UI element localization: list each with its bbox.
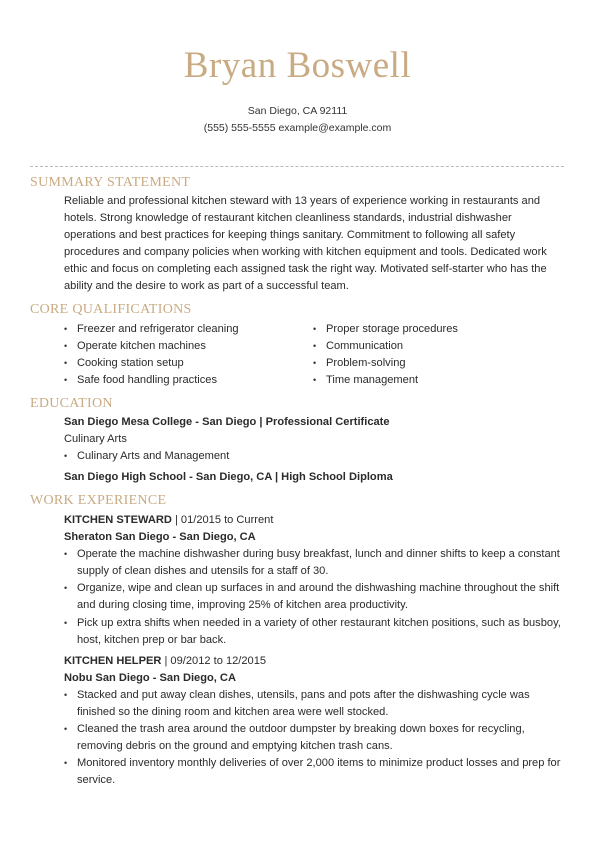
summary-heading: SUMMARY STATEMENT (30, 175, 191, 190)
job-title: KITCHEN HELPER (64, 654, 162, 667)
list-item: • Cooking station setup (64, 355, 239, 372)
candidate-name: Bryan Boswell (183, 45, 412, 86)
work-heading: WORK EXPERIENCE (30, 493, 167, 508)
job-dates: | 09/2012 to 12/2015 (161, 654, 267, 667)
education-section (64, 414, 562, 486)
education-entry-heading: San Diego Mesa College - San Diego | Professional Certificate (64, 416, 390, 428)
qualifications-left-column (64, 321, 239, 389)
list-item: • Operate kitchen machines (64, 338, 239, 355)
list-item: • Communication (313, 338, 458, 355)
list-item: • Freezer and refrigerator cleaning (64, 321, 239, 338)
list-item: • Safe food handling practices (64, 372, 239, 389)
address: San Diego, CA 92111 (247, 105, 348, 117)
education-field: Culinary Arts (64, 433, 127, 446)
list-item: • Proper storage procedures (313, 321, 458, 338)
job-title: KITCHEN STEWARD (64, 514, 172, 526)
education-entry-heading: San Diego High School - San Diego, CA | High School Diploma (64, 471, 393, 484)
list-item: • Monitored inventory monthly deliveries of over 2,000 items to minimize product losses and prep for service. (64, 755, 562, 789)
list-item: • Time management (313, 372, 458, 389)
job-title-line (64, 512, 562, 529)
list-item: • Stacked and put away clean dishes, utensils, pans and pots after the dishwashing cycle was finished so the dining room and kitchen area were well stocked. (64, 687, 562, 721)
work-section (64, 512, 562, 790)
list-item: • Operate the machine dishwasher during busy breakfast, lunch and dinner shifts to keep a constant supply of clean dishes and utensils for a staff of 30. (64, 546, 562, 580)
contact-line: (555) 555-5555 example@example.com (203, 122, 392, 134)
header-divider (30, 166, 564, 167)
list-item: • Pick up extra shifts when needed in a variety of other restaurant kitchen positions, such as busboy, host, kitchen prep or bar back. (64, 615, 562, 649)
list-item: • Problem-solving (313, 355, 458, 372)
education-heading: EDUCATION (30, 396, 113, 411)
list-item: • Cleaned the trash area around the outdoor dumpster by breaking down boxes for recycling, removing debris on the ground and emptying kitchen trash cans. (64, 721, 562, 755)
list-item: • Culinary Arts and Management (64, 448, 562, 465)
qualifications-right-column (313, 321, 458, 389)
employer: Sheraton San Diego - San Diego, CA (64, 531, 256, 544)
employer: Nobu San Diego - San Diego, CA (64, 671, 236, 684)
job-title-line (64, 653, 562, 670)
list-item: • Organize, wipe and clean up surfaces in and around the dishwashing machine throughout the shift and during closing time, improving 25% of kitchen area productivity. (64, 580, 562, 614)
job-dates: | 01/2015 to Current (171, 514, 274, 526)
qualifications-heading: CORE QUALIFICATIONS (30, 302, 192, 317)
summary-text: Reliable and professional kitchen steward with 13 years of experience working in restaurants and hotels. Strong knowledge of restaurant kitchen cleanliness standards, industrial dishwasher operations and best practices for keeping things sanitary. Commitment to following all safety procedures and company policies when working with kitchen equipment and tools. Dedicated work ethic and focus on completing each assigned task the right way. Motivated self-starter who has the ability and the desire to work as part of a successful team. (64, 195, 547, 293)
